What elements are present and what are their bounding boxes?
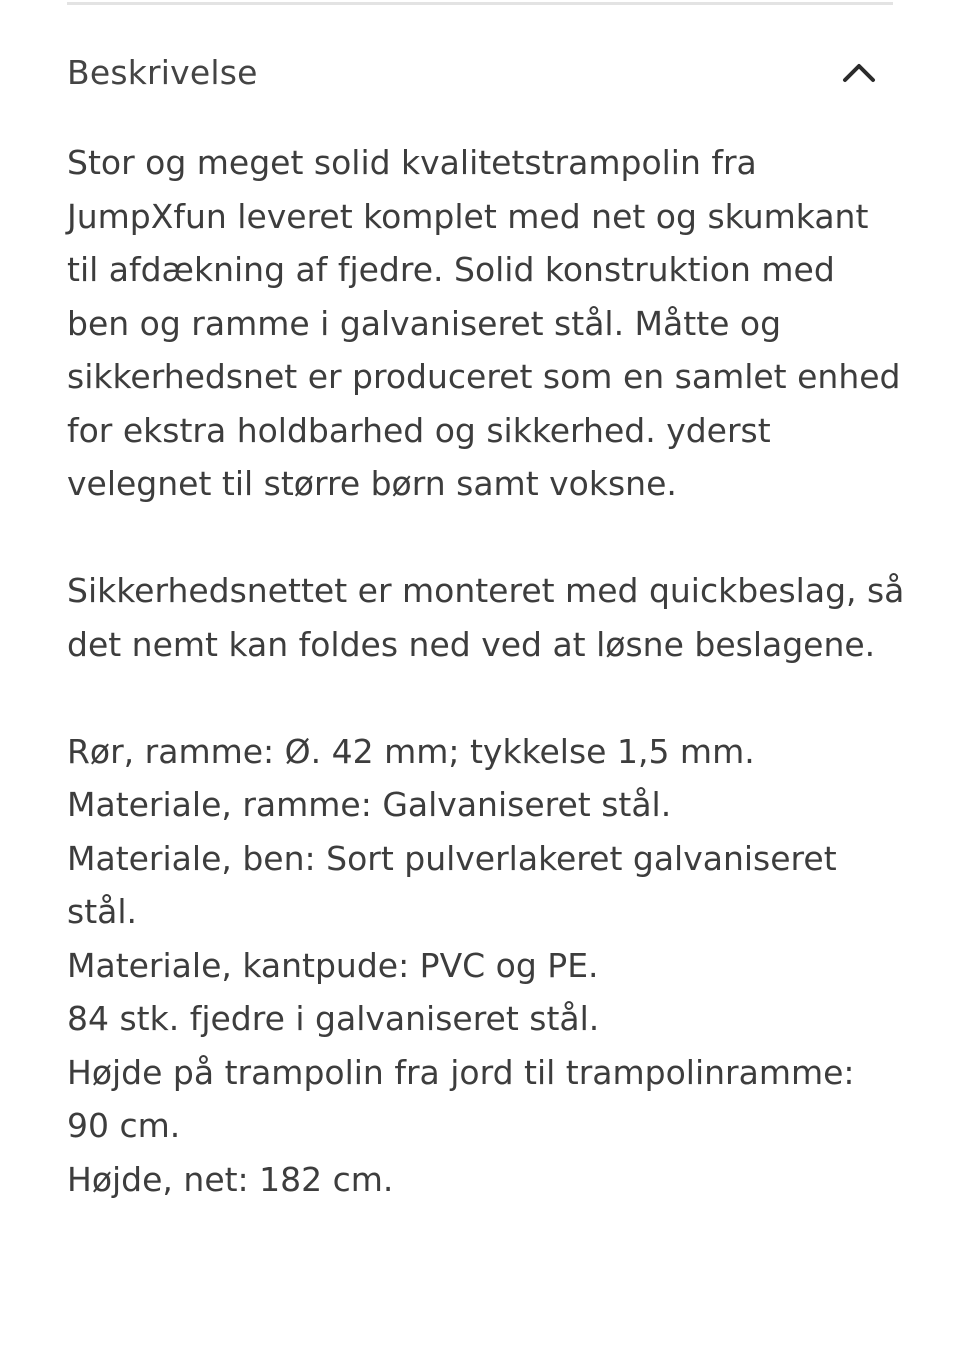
spec-line: Højde på trampolin fra jord til trampolinramme: 90 cm. bbox=[67, 1052, 855, 1145]
spec-line: Rør, ramme: Ø. 42 mm; tykkelse 1,5 mm. bbox=[67, 731, 755, 771]
description-paragraph: Sikkerhedsnettet er monteret med quickbeslag, så det nemt kan foldes ned ved at løsne beslagene. bbox=[67, 571, 905, 664]
top-divider bbox=[67, 2, 893, 5]
spec-line: 84 stk. fjedre i galvaniseret stål. bbox=[67, 999, 600, 1038]
spec-line: Materiale, ramme: Galvaniseret stål. bbox=[67, 785, 672, 824]
spec-line: Materiale, ben: Sort pulverlakeret galvaniseret stål. bbox=[67, 838, 837, 931]
description-paragraph: Stor og meget solid kvalitetstrampolin fra JumpXfun leveret komplet med net og skumkant til afdækning af fjedre. Solid konstruktion med ben og ramme i galvaniseret stål. Måtte og sikkerhedsnet er produceret som en samlet enhed for ekstra holdbarhed og sikkerhed. yderst velegnet til større børn samt voksne. bbox=[67, 143, 901, 503]
description-content bbox=[67, 136, 907, 1206]
chevron-up-icon[interactable] bbox=[839, 52, 879, 92]
description-accordion-header[interactable] bbox=[67, 40, 893, 104]
spec-line: Materiale, kantpude: PVC og PE. bbox=[67, 945, 599, 985]
spec-line: Højde, net: 182 cm. bbox=[67, 1159, 394, 1199]
accordion-title: Beskrivelse bbox=[67, 52, 258, 92]
